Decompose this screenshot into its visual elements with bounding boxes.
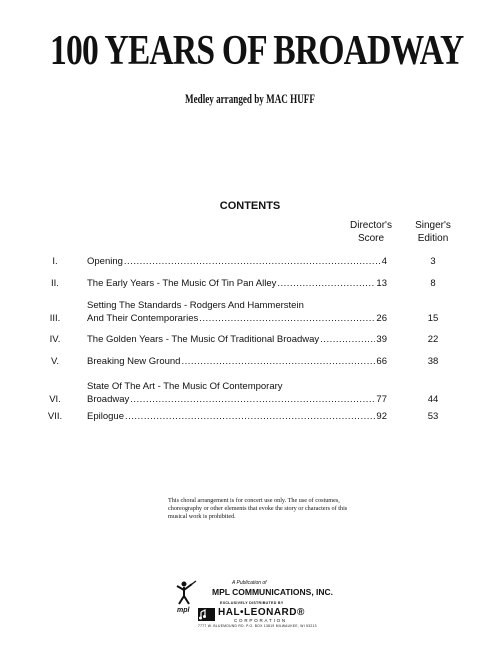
section-title	[87, 355, 387, 368]
singer-page: 44	[427, 394, 439, 405]
performance-notice: This choral arrangement is for concert use only. The use of costumes, choreography or other elements that evoke the story or characters of this musical work is prohibited.	[168, 497, 348, 520]
section-title-text: Opening	[87, 256, 123, 267]
singer-page: 22	[427, 334, 439, 345]
singer-line-2: Edition	[417, 233, 449, 244]
section-title-line	[87, 410, 387, 423]
section-title-line: Setting The Standards - Rodgers And Hammerstein	[87, 300, 304, 311]
subtitle-arranger: Medley arranged by MAC HUFF	[185, 91, 315, 106]
section-title-text: And Their Contemporaries	[87, 313, 199, 324]
section-title	[87, 410, 387, 423]
director-page: 26	[376, 313, 387, 324]
section-title	[87, 277, 387, 290]
director-page: 13	[376, 278, 387, 289]
dot-leader	[130, 393, 375, 406]
section-title	[87, 255, 387, 268]
section-title	[87, 380, 387, 406]
section-title-text: The Early Years - The Music Of Tin Pan Alley	[87, 278, 277, 289]
section-numeral: IV.	[49, 334, 61, 345]
dot-leader	[124, 255, 381, 268]
column-header-singer	[403, 219, 463, 245]
mpl-wordmark: mpl	[177, 607, 190, 614]
section-numeral: VI.	[49, 394, 61, 405]
section-title	[87, 333, 387, 346]
section-title-line	[87, 333, 387, 346]
hal-leonard-name: HAL•LEONARD®	[218, 607, 305, 618]
singer-page: 8	[430, 278, 436, 289]
section-title-line: State Of The Art - The Music Of Contemporary	[87, 381, 283, 392]
director-page: 66	[376, 356, 387, 367]
section-title-line	[87, 393, 387, 406]
publisher-address: 7777 W. BLUEMOUND RD. P.O. BOX 13819 MILWAUKEE, WI 53213	[198, 624, 317, 628]
director-line-2: Score	[357, 233, 385, 244]
publisher-name: MPL COMMUNICATIONS, INC.	[212, 587, 334, 597]
hal-leonard-corporation: CORPORATION	[234, 618, 287, 623]
singer-line-1: Singer's	[415, 220, 451, 231]
publication-of: A Publication of	[232, 580, 267, 586]
section-title-text: Epilogue	[87, 411, 124, 422]
dot-leader	[125, 410, 375, 423]
singer-page: 53	[427, 411, 439, 422]
section-title	[87, 299, 387, 325]
director-page: 92	[376, 411, 387, 422]
section-title-text: Breaking New Ground	[87, 356, 181, 367]
dot-leader	[277, 277, 375, 290]
column-header-director	[341, 219, 401, 245]
director-page: 77	[376, 394, 387, 405]
dot-leader	[181, 355, 375, 368]
section-title-line	[87, 355, 387, 368]
section-numeral: II.	[51, 278, 59, 289]
director-page: 4	[381, 256, 387, 267]
contents-heading: CONTENTS	[219, 200, 281, 212]
section-numeral: I.	[52, 256, 58, 267]
dot-leader	[199, 312, 375, 325]
book-title: 100 YEARS OF BROADWAY	[50, 28, 464, 74]
section-numeral: VII.	[47, 411, 63, 422]
section-title-line	[87, 255, 387, 268]
dot-leader	[320, 333, 375, 346]
section-title-text: Broadway	[87, 394, 130, 405]
singer-page: 15	[427, 313, 439, 324]
section-title-text: The Golden Years - The Music Of Traditional Broadway	[87, 334, 320, 345]
section-title-line	[87, 277, 387, 290]
distributed-by: EXCLUSIVELY DISTRIBUTED BY	[220, 601, 284, 605]
director-line-1: Director's	[350, 220, 392, 231]
singer-page: 3	[430, 256, 436, 267]
hal-leonard-logo-icon	[198, 608, 215, 621]
section-numeral: V.	[50, 356, 60, 367]
director-page: 39	[376, 334, 387, 345]
section-numeral: III.	[49, 313, 61, 324]
singer-page: 38	[427, 356, 439, 367]
section-title-line	[87, 312, 387, 325]
publisher-block	[172, 580, 332, 665]
